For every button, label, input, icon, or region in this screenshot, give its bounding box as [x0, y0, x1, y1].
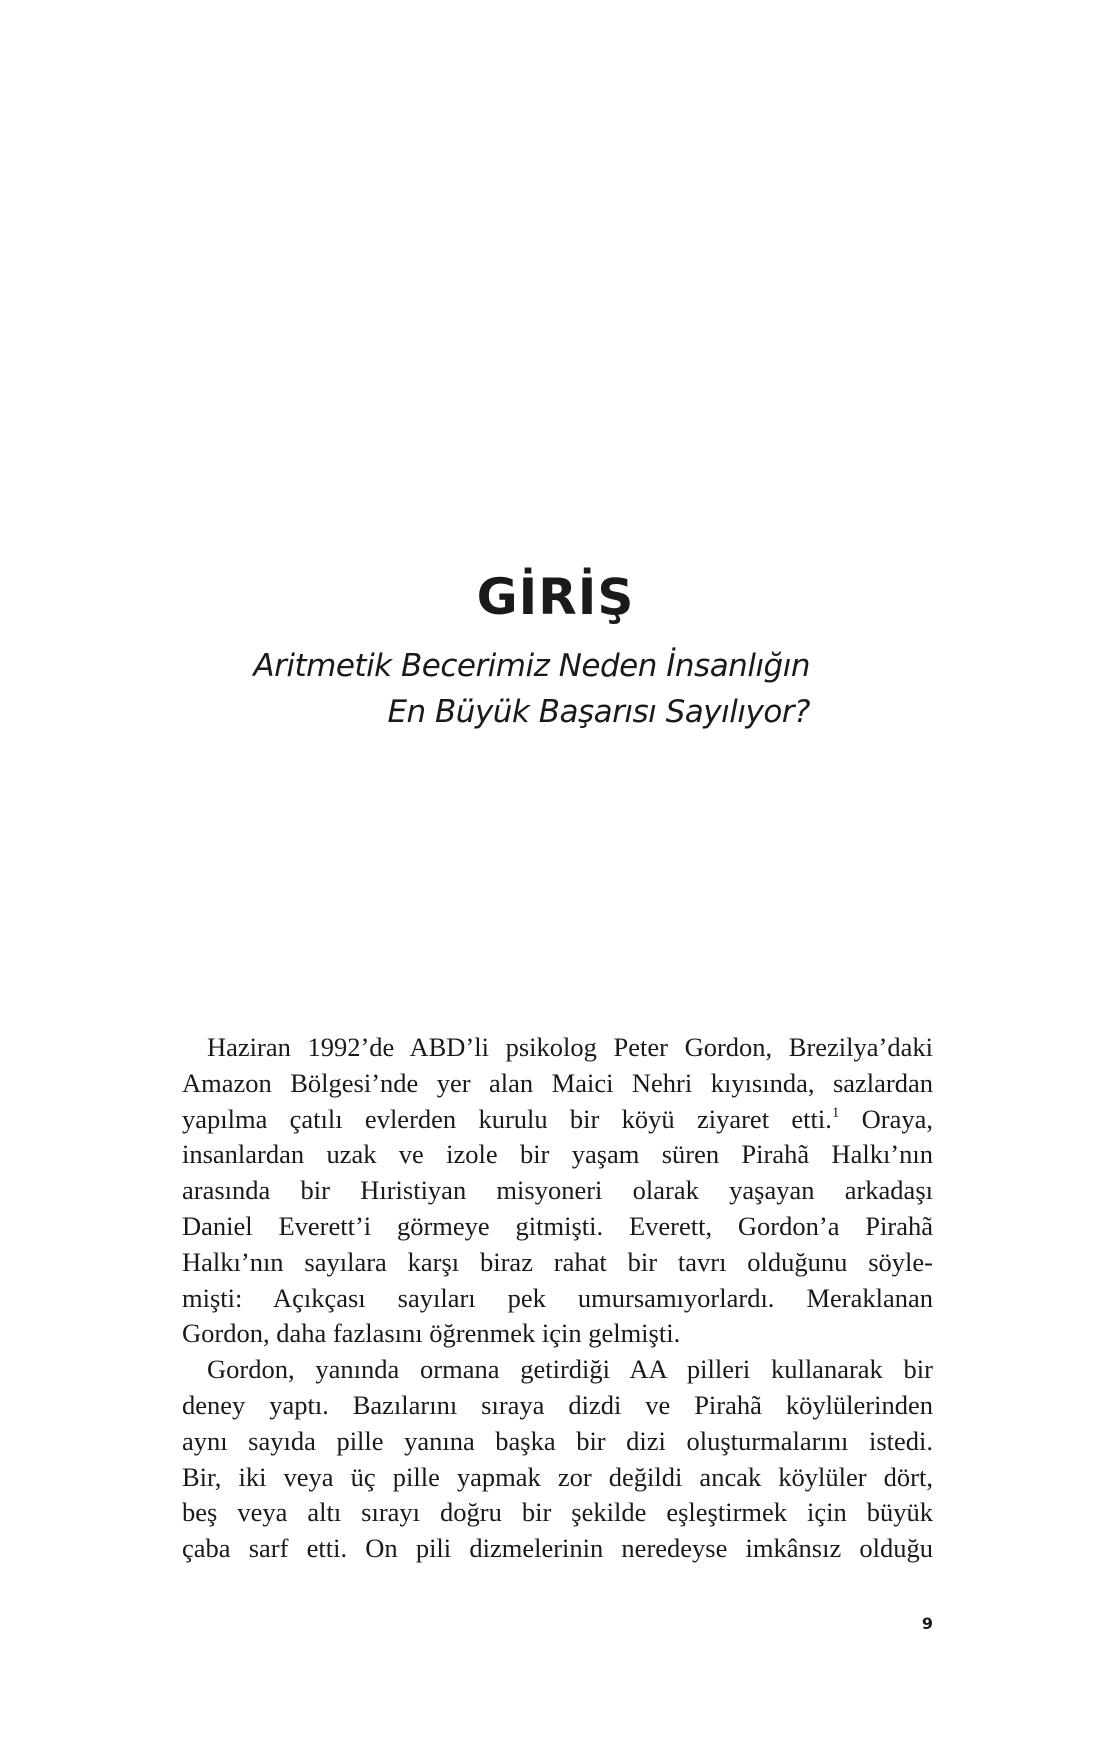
text-segment: yapılma çatılı evlerden kurulu bir köyü ziyaret etti. [182, 1103, 832, 1134]
text-line: çaba sarf etti. On pili dizmelerinin neredeyse imkânsız olduğu [182, 1533, 933, 1564]
text-line: Gordon, daha fazlasını öğrenmek için gelmişti. [182, 1318, 681, 1349]
body-text [182, 1030, 933, 1567]
text-line: Gordon, yanında ormana getirdiği AA pilleri kullanarak bir [207, 1354, 933, 1385]
text-line [182, 1102, 933, 1138]
text-line: arasında bir Hıristiyan misyoneri olarak yaşayan arkadaşı [182, 1175, 933, 1206]
text-line: Daniel Everett’i görmeye gitmişti. Everett, Gordon’a Pirahã [182, 1210, 933, 1241]
text-line: Haziran 1992’de ABD’li psikolog Peter Gordon, Brezilya’daki [207, 1032, 933, 1062]
text-line: insanlardan uzak ve izole bir yaşam süren Pirahã Halkı’nın [182, 1139, 933, 1170]
chapter-header [0, 565, 1111, 629]
text-line: Halkı’nın sayılara karşı biraz rahat bir tavrı olduğunu söyle- [182, 1246, 933, 1277]
subtitle-line-2: En Büyük Başarısı Sayılıyor? [387, 694, 810, 730]
text-line: mişti: Açıkçası sayıları pek umursamıyorlardı. Meraklanan [182, 1282, 933, 1313]
text-line: Bir, iki veya üç pille yapmak zor değildi ancak köylüler dört, [182, 1461, 933, 1492]
paragraph-2 [182, 1352, 933, 1567]
footnote-marker[interactable]: 1 [831, 1104, 840, 1121]
subtitle-line-1: Aritmetik Becerimiz Neden İnsanlığın [253, 648, 810, 684]
text-line: beş veya altı sırayı doğru bir şekilde eşleştirmek için büyük [182, 1497, 933, 1528]
page-number: 9 [921, 1614, 933, 1633]
text-line: Amazon Bölgesi’nde yer alan Maici Nehri kıyısında, sazlardan [182, 1067, 933, 1098]
text-line: deney yaptı. Bazılarını sıraya dizdi ve Pirahã köylülerinden [182, 1389, 933, 1420]
chapter-title: GİRİŞ [476, 568, 635, 626]
text-line: aynı sayıda pille yanına başka bir dizi oluşturmalarını istedi. [182, 1425, 933, 1456]
text-segment: Oraya, [839, 1103, 933, 1134]
paragraph-1 [182, 1030, 933, 1352]
chapter-subtitle [0, 643, 810, 735]
